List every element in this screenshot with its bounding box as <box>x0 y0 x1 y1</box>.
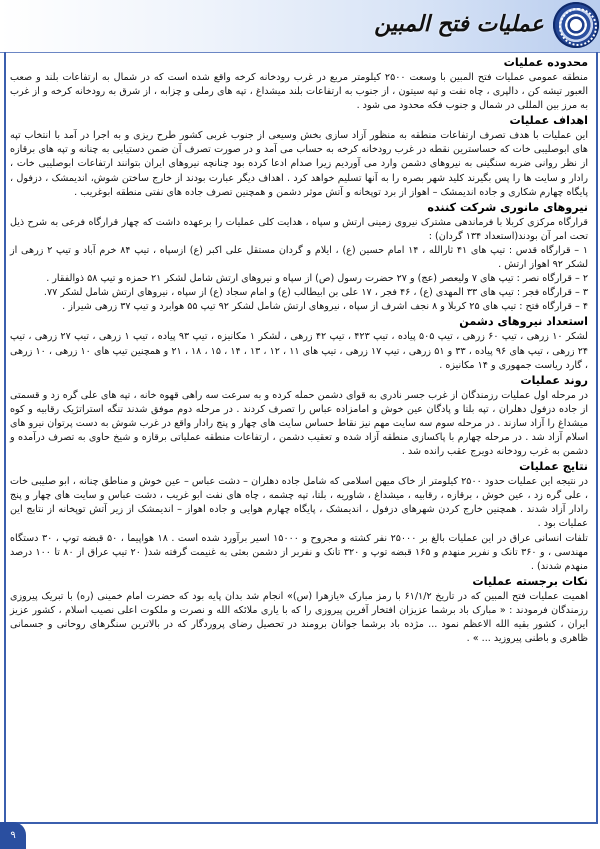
section-results <box>10 459 588 574</box>
section-heading: نکات برجسته عملیات <box>472 574 588 588</box>
section-heading: محدوده عملیات <box>503 56 588 69</box>
section-paragraph: قرارگاه مرکزی کربلا با فرماندهی مشترک نیروی زمینی ارتش و سپاه ، هدایت کلی عملیات را برعهده داشت که چهار قرارگاه فرعی به شرح ذیل تحت امر آن بودند(استعداد ۱۳۴ گردان) : <box>10 216 588 242</box>
section-paragraph: ۲ – قرارگاه نصر : تیپ های ۷ ولیعصر (عج) و ۲۷ حضرت رسول (ص) از سپاه و نیروهای ارتش شامل لشکر ۲۱ حمزه و تیپ ۵۸ ذوالفقار . <box>46 273 588 285</box>
section-heading: روند عملیات <box>520 373 588 387</box>
section-scope <box>10 55 588 113</box>
section-heading: نتایج عملیات <box>519 460 588 474</box>
header-band <box>0 0 600 53</box>
section-forces <box>10 200 588 315</box>
section-heading: اهداف عملیات <box>509 114 588 128</box>
section-heading: استعداد نیروهای دشمن <box>459 315 588 329</box>
section-paragraph: این عملیات با هدف تصرف ارتفاعات منطقه به منظور آزاد سازی بخش وسیعی از جنوب غربی کشور طرح ریزی و به اجرا در آمد با انتخاب تپه های ابوصلیبی خات که حساسترین نقطه در غرب رودخانه کرخه به حساب می آمد و در صورت تصرف آن ضمن دستیابی به چنانه و تپه های برقازه از نظر روانی ضربه سنگینی به نیروهای دشمن وارد می آوردیم زیرا صدام ادعا کرده بود چنانچه نیروهای ایران بتوانند ارتفاعات ابوصلیبی خات ، رادار و سایت ها را پس بگیرند کلید شهر بصره را به آنها تسلیم خواهد کرد . اهداف دیگر عبارت بودند از خارج ساختن شوش، اندیمشک ، دزفول ، پایگاه چهارم شکاری و جاده اندیمشک – اهواز از برد توپخانه و آتش موثر دشمن و همچنین تصرف جاده های نفتی منطقه ابوغریب . <box>10 130 588 198</box>
page-title: عملیات فتح المبین <box>374 11 544 37</box>
article-body <box>10 55 588 825</box>
section-paragraph: ۴ – قرارگاه فتح : تیپ های ۲۵ کربلا و ۸ نجف اشرف از سپاه ، نیروهای ارتش شامل لشکر ۹۲ تیپ ۵۵ هوابرد و تیپ ۳۷ زرهی شیراز . <box>62 301 588 313</box>
section-enemy <box>10 314 588 372</box>
section-paragraph: لشکر ۱۰ زرهی ، تیپ ۶۰ زرهی ، تیپ ۵۰۵ پیاده ، تیپ ۴۲۳ ، تیپ ۴۲ زرهی ، لشکر ۱ مکانیزه ، تیپ ۹۳ پیاده ، تیپ ۱ زرهی ، تیپ ۲۷ زرهی ، تیپ ۲۴ زرهی ، تیپ های ۹۶ پیاده ، ۳۳ و ۵۱ زرهی ، تیپ ۱۷ زرهی ، تیپ های ۱۱ ، ۱۲ ، ۱۳ ، ۱۴ ، ۱۵ ، ۱۸ ، ۲۱ و همچنین تیپ های ۱۰ زرهی ، ۱۰ زرهی ، گارد ریاست جمهوری و ۱۴ مکانیزه . <box>10 331 588 371</box>
section-highlights <box>10 574 588 646</box>
section-paragraph: اهمیت عملیات فتح المبین که در تاریخ ۶۱/۱/۲ با رمز مبارک «یازهرا (س)» انجام شد بدان پایه بود که حضرت امام خمینی (ره) با تبریک پیروزی رزمندگان فرمودند : « مبارک باد برشما عزیزان افتخار آفرین پیروزی را که با یاری ملائکه الله و نصرت و ملکوت اعلی نصیب اسلام ، کشور عزیز ایران ، کشور بقیه الله الاعظم نمود ... مژده باد برشما جوانان برومند در تحصیل رضای پروردگار که در بالاترین سنگرهای روحانی و جسمانی ظاهری و باطنی پیروزید ... » . <box>10 590 588 645</box>
section-paragraph: در نتیجه این عملیات حدود ۲۵۰۰ کیلومتر از خاک میهن اسلامی که شامل جاده دهلران – دشت عباس – عین خوش و مناطق چنانه ، ابو صلیبی خات ، علی گره زد ، عین خوش ، برقازه ، رقابیه ، میشداغ ، شاوریه ، بلتا، تپه چشمه ، چاه های نفت ابو غریب ، دشت عباس و سایت های چهار و پنج رادار آزاد شدند . همچنین خارج کردن شهرهای دزفول ، اندیمشک ، پایگاه چهارم هوایی و جاده اهواز – اندیمشک از زیر آتش توپخانه از نتایج این عملیات بود . <box>10 476 588 530</box>
section-paragraph: در مرحله اول عملیات رزمندگان از غرب جسر نادری به قوای دشمن حمله کرده و به سرعت سه راهی قهوه خانه ، تپه های علی گره زد و قسمتی از جاده دزفول دهلران ، تپه بلتا و پادگان عین خوش و امامزاده عباس را تصرف کردند . در مرحله دوم موفق شدند تنگه استراتژیک رقابیه و کوه میشداغ را آزاد سازند . در مرحله سوم سه سایت مهم نیز نقاط حساس سایت های چهار و پنج رادار واقع در غرب شوش به دست پرتوان نیرو های اسلام آزاد شد . در مرحله چهارم با پاکسازی منطقه آزاد شده و تعقیب دشمن ، ارتفاعات منطقه عملیاتی برقازه و شیخ حاوی به تصرف درآمده و دشمن به غرب رودخانه دویرج عقب رانده شد . <box>10 389 588 458</box>
section-paragraph: منطقه عمومی عملیات فتح المبین با وسعت ۲۵۰۰ کیلومتر مربع در غرب رودخانه کرخه واقع شده است که در شمال به ارتفاعات بلند و صعب العبور تیشه کن ، دالپری ، چاه نفت و تپه سیتون ، از جنوب به ارتفاعات بلند میشداغ ، تپه های رملی و چزابه ، از شرق به رودخانه کرخه و از غرب به مرز بین المللی در شمال و جنوب فکه محدود می شود . <box>10 72 589 112</box>
section-paragraph: ۱ – قرارگاه قدس : تیپ های ۴۱ ثارالله ، ۱۴ امام حسین (ع) ، ایلام و گردان مستقل علی اکبر (ع) ازسپاه ، تیپ ۸۴ خرم آباد و تیپ ۲ زرهی از لشکر ۹۲ اهواز ارتش . <box>10 244 588 271</box>
ornament-rosette-icon <box>553 2 599 48</box>
section-process <box>10 373 588 459</box>
section-paragraph: تلفات انسانی عراق در این عملیات بالغ بر ۲۵۰۰۰ نفر کشته و مجروح و ۱۵۰۰۰ اسیر برآورد شده است . ۱۸ هواپیما ، ۵۰ قبضه توپ ، ۳۰ دستگاه مهندسی ، و ۳۶۰ تانک و نفربر منهدم و ۱۶۵ قبضه توپ و ۳۲۰ تانک و نفربر از دشمن بعثی به غنیمت گرفته شد( ۲۰ تیپ عراق از ۸۰ تا ۱۰۰ درصد منهدم شدند) . <box>10 532 588 572</box>
section-heading: نیروهای مانوری شرکت کننده <box>427 200 588 214</box>
section-paragraph: ۳ – قرارگاه فجر : تیپ های ۳۳ المهدی (ع) ، ۴۶ فجر ، ۱۷ علی بن ابیطالب (ع) و امام سجاد (ع) از سپاه ، نیروهای ارتش شامل لشکر ۷۷. <box>43 287 588 299</box>
section-goals <box>10 113 588 199</box>
page-number: ۹ <box>0 822 26 849</box>
